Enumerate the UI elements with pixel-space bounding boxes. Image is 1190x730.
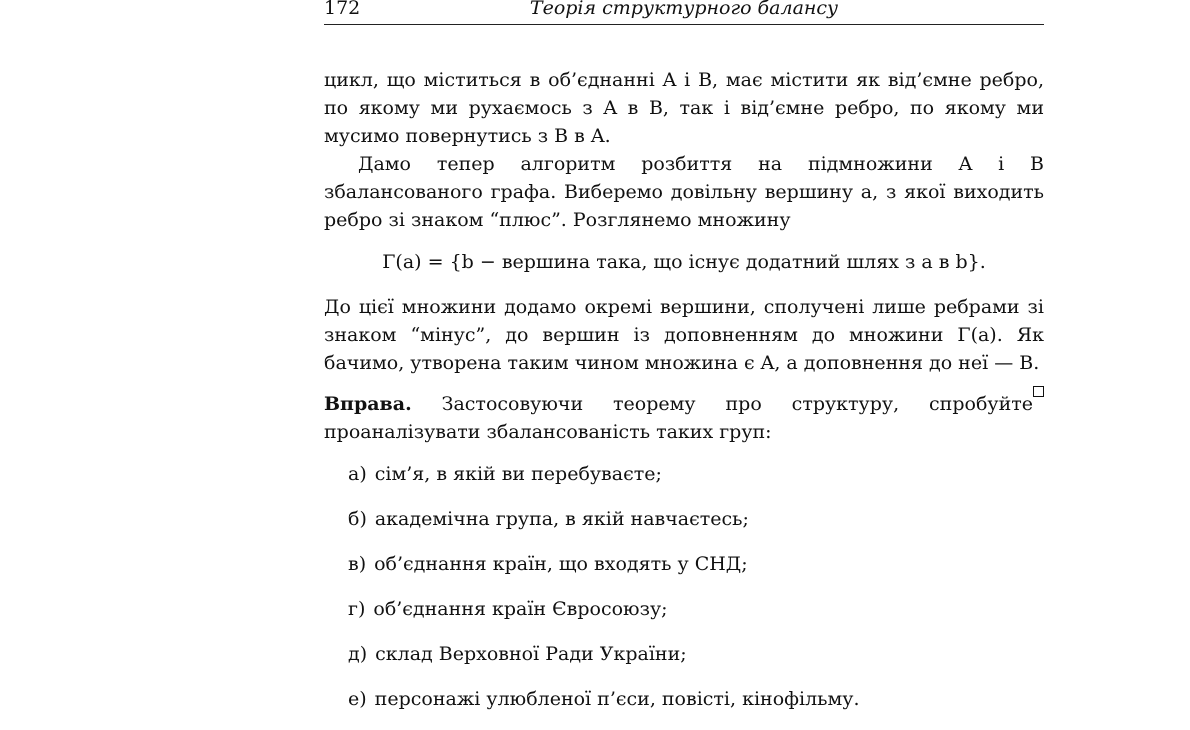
list-item-text: сім’я, в якій ви перебуваєте; xyxy=(374,463,662,485)
page-number: 172 xyxy=(324,0,361,19)
running-header xyxy=(324,0,1044,25)
list-item-mark: а) xyxy=(348,463,367,485)
list-item-text: академічна група, в якій навчаєтесь; xyxy=(374,508,749,530)
paragraph-conclusion xyxy=(324,293,1044,377)
list-item xyxy=(348,460,1044,488)
page xyxy=(324,0,1044,710)
qed-square-icon xyxy=(1033,386,1044,397)
list-item-mark: д) xyxy=(348,643,368,665)
running-title: Теорія структурного балансу xyxy=(529,0,839,19)
list-item xyxy=(348,550,1044,578)
paragraph-proof-end: цикл, що міститься в об’єднанні A і B, має містити як від’ємне ребро, по якому ми рухаємось з A в B, так і від’ємне ребро, по якому ми мусимо повернутись з B в A. xyxy=(324,69,1044,147)
list-item-mark: в) xyxy=(348,553,367,575)
page-body xyxy=(324,66,1044,730)
list-item-mark: г) xyxy=(348,598,366,620)
exercise-label: Вправа. xyxy=(324,393,412,415)
exercise-list xyxy=(324,460,1044,713)
list-item-text: об’єднання країн, що входять у СНД; xyxy=(374,553,748,575)
paragraph-conclusion-text: До цієї множини додамо окремі вершини, сполучені лише ребрами зі знаком “мінус”, до вершин із доповненням до множини Γ(a). Як бачимо, утворена таким чином множина є A, а доповнення до неї — B. xyxy=(324,296,1044,374)
set-formula: Γ(a) = {b − вершина така, що існує додатний шлях з a в b}. xyxy=(382,251,986,273)
list-item xyxy=(348,595,1044,623)
exercise-text: Застосовуючи теорему про структуру, спробуйте проаналізувати збалансованість таких груп: xyxy=(324,393,1033,443)
list-item-mark: е) xyxy=(348,688,367,710)
list-item xyxy=(348,685,1044,713)
list-item-text: склад Верховної Ради України; xyxy=(375,643,687,665)
list-item xyxy=(348,640,1044,668)
exercise xyxy=(324,390,1044,446)
list-item xyxy=(348,505,1044,533)
paragraph-algorithm: Дамо тепер алгоритм розбиття на підмножини A і B збалансованого графа. Виберемо довільну вершину a, з якої виходить ребро зі знаком “плюс”. Розглянемо множину xyxy=(324,153,1044,231)
list-item-text: об’єднання країн Євросоюзу; xyxy=(373,598,668,620)
list-item-text: персонажі улюбленої п’єси, повісті, кінофільму. xyxy=(374,688,860,710)
list-item-mark: б) xyxy=(348,508,367,530)
